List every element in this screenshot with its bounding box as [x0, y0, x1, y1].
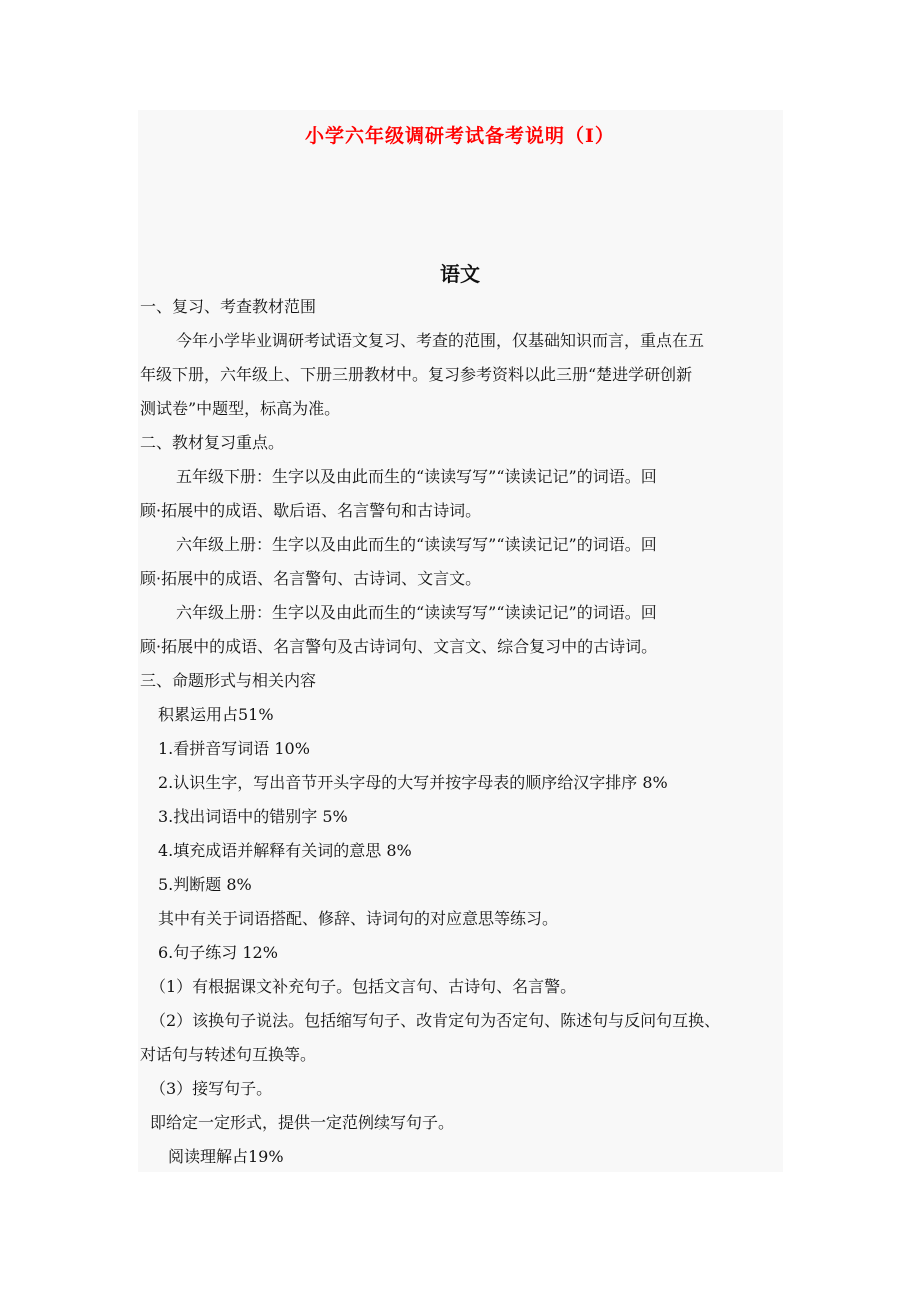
- list-item: 3.找出词语中的错别字 5%: [158, 807, 348, 826]
- paragraph-line: 六年级上册：生字以及由此而生的“读读写写”“读读记记”的词语。回: [176, 603, 657, 622]
- subject-heading: 语文: [440, 262, 480, 286]
- paragraph-line: 年级下册，六年级上、下册三册教材中。复习参考资料以此三册“楚进学研创新: [140, 365, 693, 384]
- paragraph-line: 六年级上册：生字以及由此而生的“读读写写”“读读记记”的词语。回: [176, 535, 657, 554]
- paragraph-line: 其中有关于词语搭配、修辞、诗词句的对应意思等练习。: [158, 909, 559, 928]
- list-item: 4.填充成语并解释有关词的意思 8%: [158, 841, 412, 860]
- paragraph-line: 积累运用占51%: [158, 705, 274, 724]
- paragraph-line: 阅读理解占19%: [168, 1147, 284, 1166]
- paragraph-line: 即给定一定形式，提供一定范例续写句子。: [150, 1113, 455, 1132]
- section-heading: 三、命题形式与相关内容: [140, 671, 317, 690]
- paragraph-line: 测试卷”中题型，标高为准。: [140, 399, 341, 418]
- list-item: 2.认识生字，写出音节开头字母的大写并按字母表的顺序给汉字排序 8%: [158, 773, 668, 792]
- paragraph-line: 五年级下册：生字以及由此而生的“读读写写”“读读记记”的词语。回: [176, 467, 657, 486]
- list-item: 5.判断题 8%: [158, 875, 252, 894]
- paragraph-line: 顾·拓展中的成语、名言警句及古诗词句、文言文、综合复习中的古诗词。: [140, 637, 658, 656]
- section-heading: 二、教材复习重点。: [140, 433, 285, 452]
- list-item: （1）有根据课文补充句子。包括文言句、古诗句、名言警。: [150, 977, 577, 996]
- paragraph-line: 顾·拓展中的成语、歇后语、名言警句和古诗词。: [140, 501, 482, 520]
- list-item: 6.句子练习 12%: [158, 943, 278, 962]
- paragraph-line: 对话句与转述句互换等。: [140, 1045, 317, 1064]
- list-item: （2）该换句子说法。包括缩写句子、改肯定句为否定句、陈述句与反问句互换、: [150, 1011, 721, 1030]
- list-item: （3）接写句子。: [150, 1079, 273, 1098]
- paragraph-line: 今年小学毕业调研考试语文复习、考查的范围，仅基础知识而言，重点在五: [176, 331, 705, 350]
- section-heading: 一、复习、考查教材范围: [140, 297, 317, 316]
- paragraph-line: 顾·拓展中的成语、名言警句、古诗词、文言文。: [140, 569, 482, 588]
- list-item: 1.看拼音写词语 10%: [158, 739, 310, 758]
- document-title: 小学六年级调研考试备考说明（I）: [305, 125, 615, 147]
